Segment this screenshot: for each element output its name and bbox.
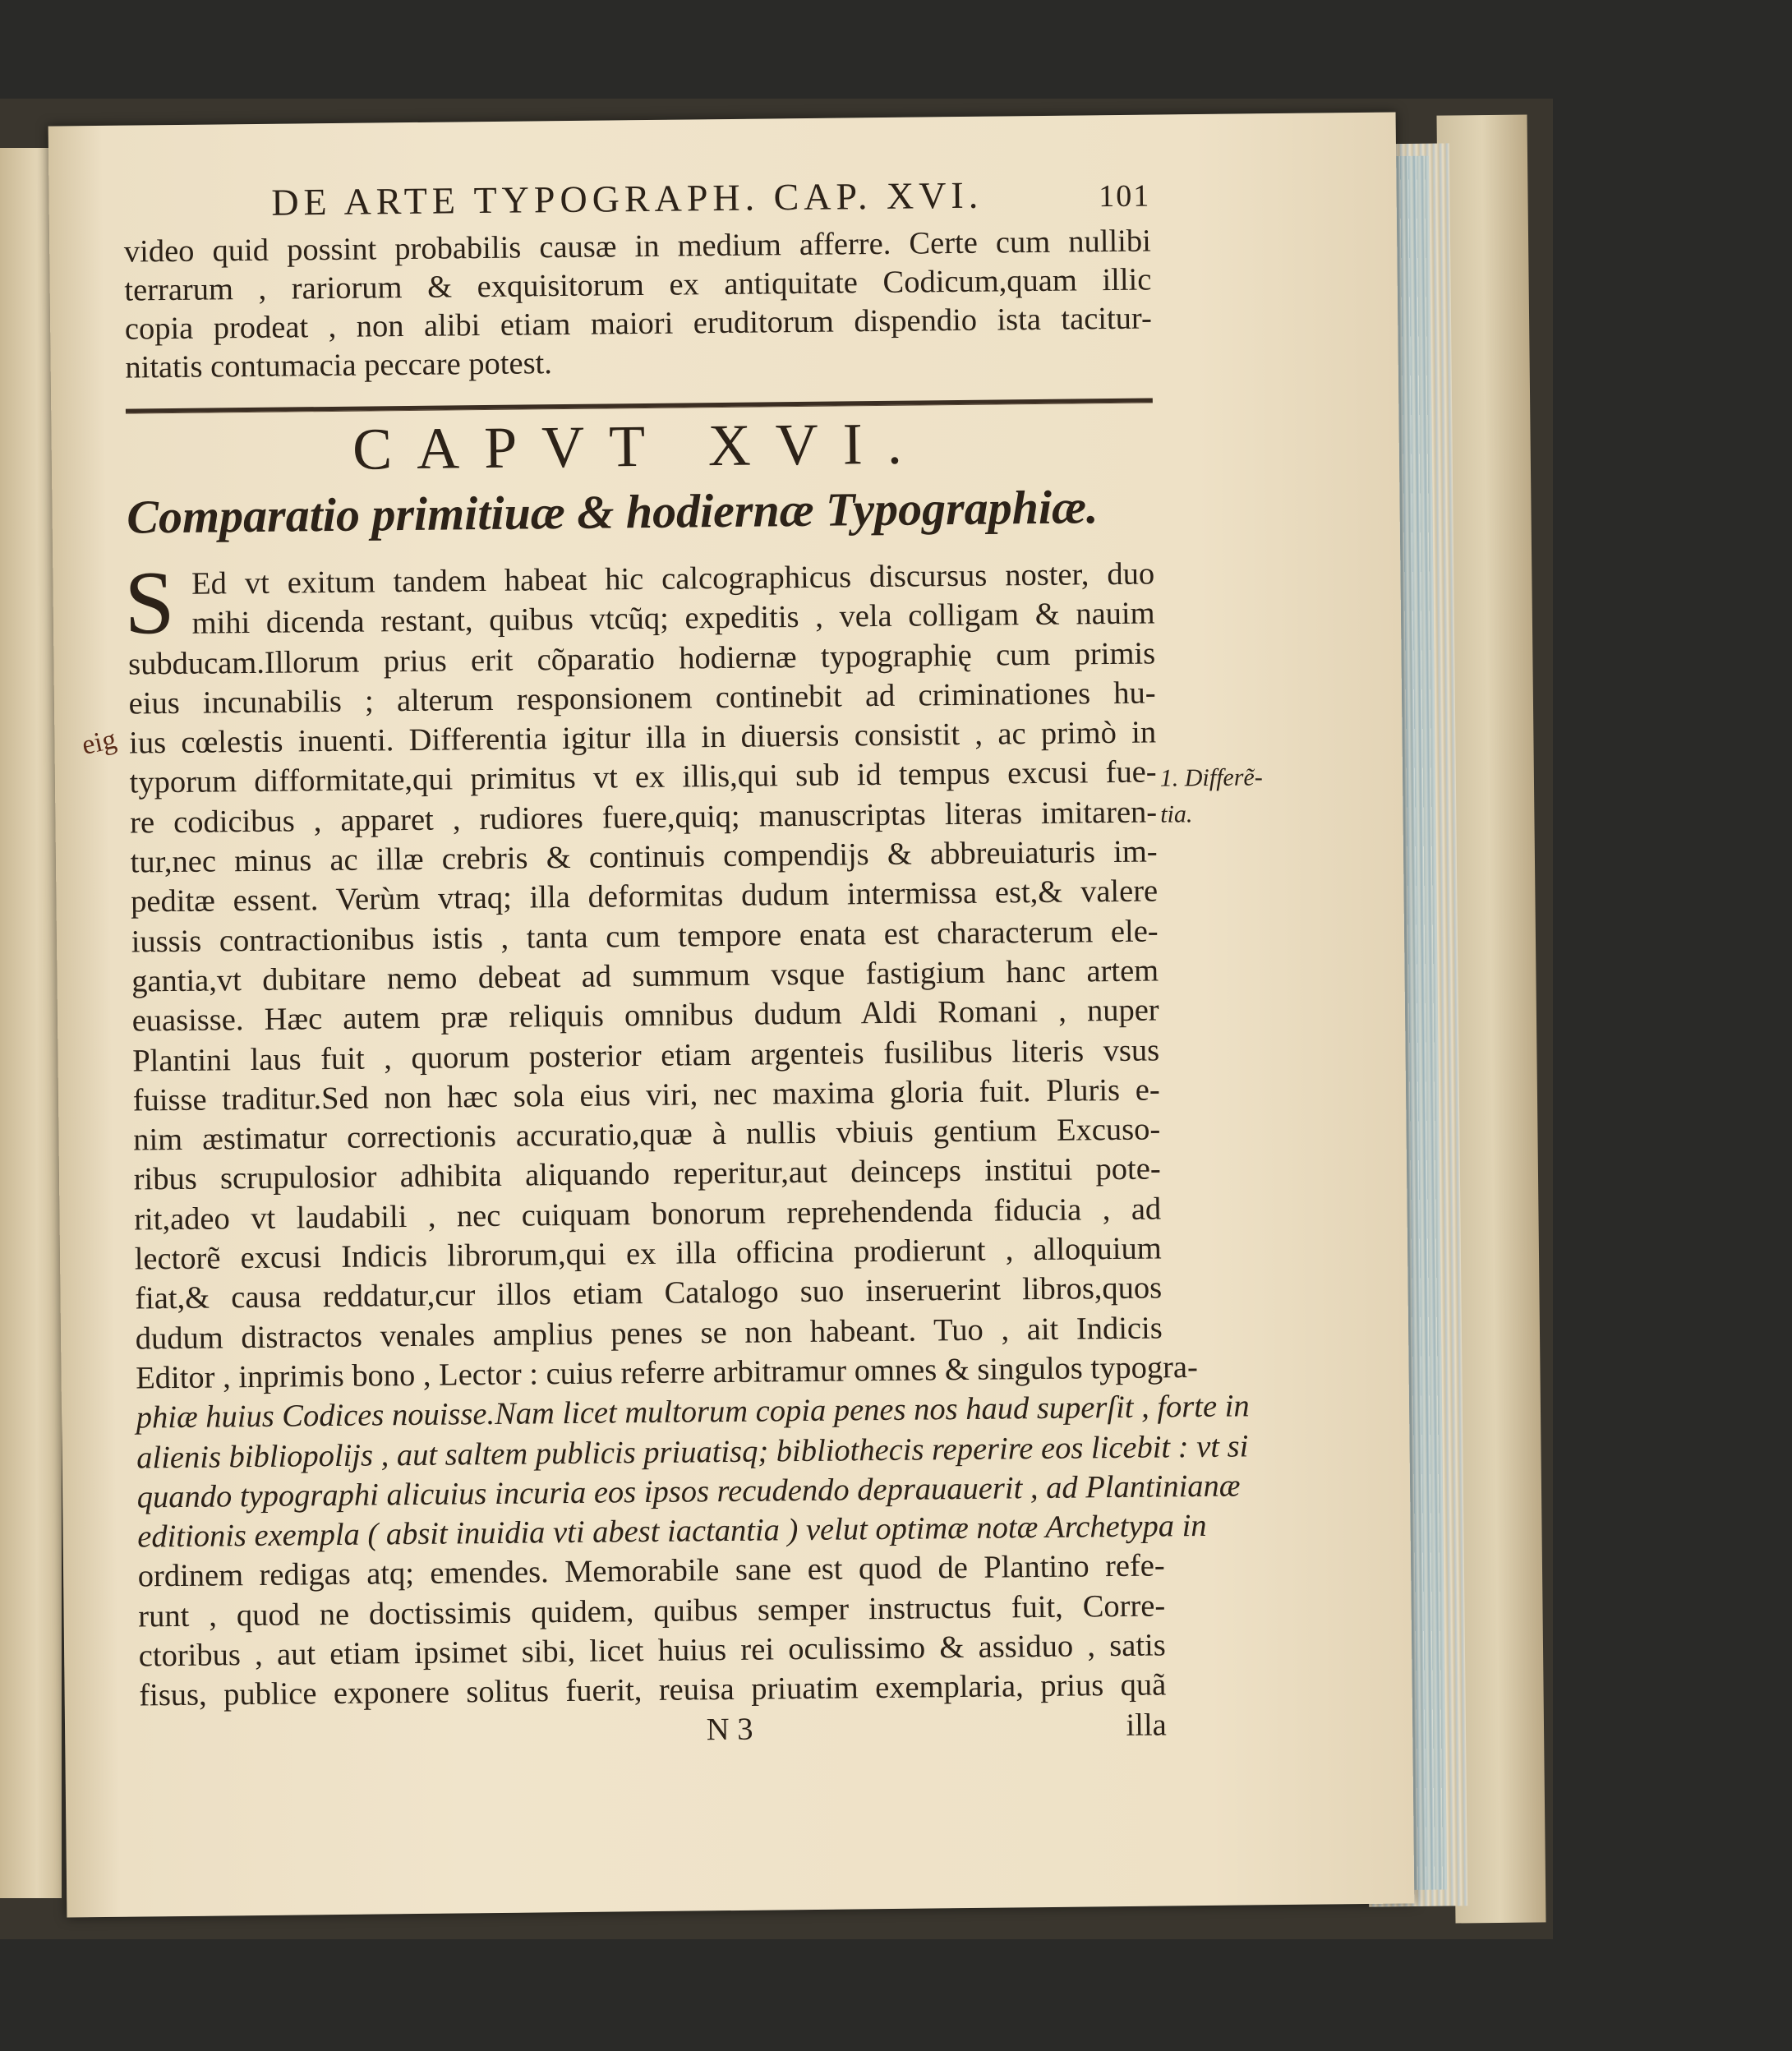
chapter-title: CAPVT XVI. [352,410,928,482]
text-line: nim æstimatur correctionis accuratio,quæ à nullis vbiuis gentium Excuso- [133,1112,1161,1158]
text-line: tur,nec minus ac illæ crebris & continuis compendijs & abbreuiaturis im- [130,834,1158,880]
text-line: ius cœlestis inuenti. Differentia igitur illa in diuersis consistit , ac primò in [128,715,1157,761]
running-head [123,172,1151,233]
text-line: editionis exempla ( absit inuidia vti abest iactantia ) velut optimæ notæ Archetypa in [137,1509,1207,1555]
text-line: ordinem redigas atq; emendes. Memorabile sane est quod de Plantino refe- [137,1548,1165,1594]
text-line: nitatis contumacia peccare potest. [125,346,553,385]
text-line: ribus scrupulosior adhibita aliquando reperitur,aut deinceps institui pote- [133,1151,1161,1197]
chapter-subtitle: Comparatio primitiuæ & hodiernæ Typographiæ. [126,480,1099,544]
intro-paragraph [124,223,1153,388]
text-line: Ed vt exitum tandem habeat hic calcographicus discursus noster, duo [191,556,1155,601]
marginal-note-line: tia. [1160,800,1193,828]
text-line: Plantini laus fuit , quorum posterior etiam argenteis fusilibus literis vsus [131,1033,1160,1079]
text-line: dudum distractos venales amplius penes se non habeant. Tuo , ait Indicis [135,1311,1163,1357]
text-line: rit,adeo vt laudabili , nec cuiquam bonorum reprehendenda fiducia , ad [134,1191,1162,1238]
running-head-title: DE ARTE TYPOGRAPH. CAP. XVI. [271,173,984,224]
text-line: iussis contractionibus istis , tanta cum tempore enata est characterum ele- [131,914,1159,960]
text-line: terrarum , rariorum & exquisitorum ex antiquitate Codicum,quam illic [124,262,1152,308]
text-line: eius incunabilis ; alterum responsionem continebit ad criminationes hu- [128,675,1156,721]
text-line: peditæ essent. Verùm vtraq; illa deformitas dudum intermissa est,& valere [130,873,1159,919]
text-line: ctoribus , aut etiam ipsimet sibi, licet huius rei oculissimo & assiduo , satis [138,1628,1166,1674]
text-line: copia prodeat , non alibi etiam maiori eruditorum dispendio ista tacitur- [124,301,1153,347]
text-line: gantia,vt dubitare nemo debeat ad summum vsque fastigium hanc artem [131,953,1159,999]
text-line: typorum difformitate,qui primitus vt ex illis,qui sub id tempus excusi fue- [129,754,1157,801]
text-line: lectorẽ excusi Indicis librorum,qui ex illa officina prodierunt , alloquium [134,1231,1162,1277]
text-line: Editor , inprimis bono , Lector : cuius referre arbitramur omnes & singulos typogra- [136,1349,1199,1396]
text-line: video quid possint probabilis causæ in medium afferre. Certe cum nullibi [123,224,1152,270]
text-line: runt , quod ne doctissimis quidem, quibus semper instructus fuit, Corre- [138,1588,1166,1634]
text-line: mihi dicenda restant, quibus vtcũq; expeditis , vela colligam & nauim [191,596,1155,642]
marginal-note [1160,759,1268,832]
catchword: illa [1126,1708,1167,1743]
text-line: subducam.Illorum prius erit cõparatio hodiernæ typographię cum primis [127,636,1156,682]
text-line: re codicibus , apparet , rudiores fuere,quiq; manuscriptas literas imitaren- [129,795,1158,841]
text-line: fuisse traditur.Sed non hæc sola eius viri, nec maxima gloria fuit. Pluris e- [132,1072,1160,1118]
text-line: quando typographi alicuius incuria eos ipsos recudendo deprauauerit , ad Plantinianæ [136,1468,1241,1515]
text-line: fiat,& causa reddatur,cur illos etiam Catalogo suo inseruerint libros,quos [135,1270,1163,1316]
page-number: 101 [1099,178,1151,214]
drop-capital: S [123,551,176,653]
text-line: euasisse. Hæc autem præ reliquis omnibus dudum Aldi Romani , nuper [131,993,1159,1039]
handwritten-annotation: eig [79,724,119,761]
text-line: fisus, publice exponere solitus fuerit, reuisa priuatim exemplaria, prius quã [139,1667,1167,1713]
signature-mark: N 3 [706,1712,753,1747]
marginal-note-line: 1. Differẽ- [1159,763,1263,792]
text-line: alienis bibliopolijs , aut saltem publicis priuatisq; bibliothecis reperire eos licebit : vt si [136,1428,1249,1476]
text-line: phiæ huius Codices nouisse.Nam licet multorum copia penes nos haud superſit , forte in [136,1389,1250,1436]
